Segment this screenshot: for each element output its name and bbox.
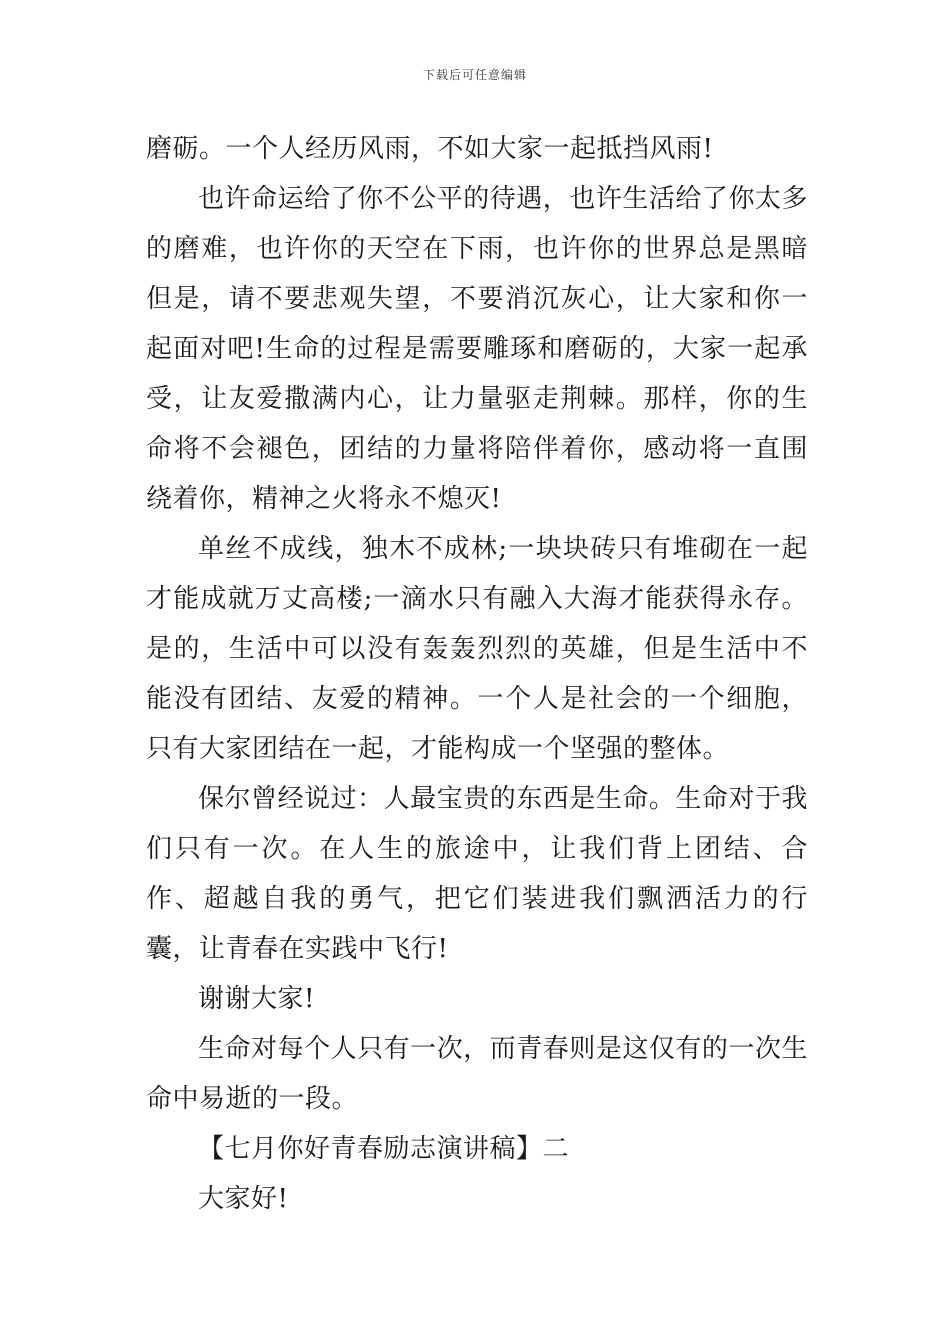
paragraph: 谢谢大家! (198, 984, 315, 1014)
section-heading: 【七月你好青春励志演讲稿】二 (198, 1134, 570, 1164)
paragraph: 单丝不成线，独木不成林;一块块砖只有堆砌在一起才能成就万丈高楼;一滴水只有融入大海才能获得永存。是的，生活中可以没有轰轰烈烈的英雄，但是生活中不能没有团结、友爱的精神。一个人是社会的一个细胞，只有大家团结在一起，才能构成一个坚强的整体。 (146, 534, 808, 764)
greeting: 大家好! (198, 1184, 289, 1214)
header-note: 下载后可任意编辑 (422, 68, 527, 82)
document-body (146, 124, 808, 1224)
paragraph: 保尔曾经说过：人最宝贵的东西是生命。生命对于我们只有一次。在人生的旅途中，让我们背上团结、合作、超越自我的勇气，把它们装进我们飘洒活力的行囊，让青春在实践中飞行! (146, 784, 808, 964)
paragraph: 磨砺。一个人经历风雨，不如大家一起抵挡风雨! (146, 134, 714, 164)
paragraph: 也许命运给了你不公平的待遇，也许生活给了你太多的磨难，也许你的天空在下雨，也许你的世界总是黑暗但是，请不要悲观失望，不要消沉灰心，让大家和你一起面对吧!生命的过程是需要雕琢和磨砺的，大家一起承受，让友爱撒满内心，让力量驱走荆棘。那样，你的生命将不会褪色，团结的力量将陪伴着你，感动将一直围绕着你，精神之火将永不熄灭! (146, 184, 808, 514)
paragraph: 生命对每个人只有一次，而青春则是这仅有的一次生命中易逝的一段。 (146, 1034, 808, 1114)
